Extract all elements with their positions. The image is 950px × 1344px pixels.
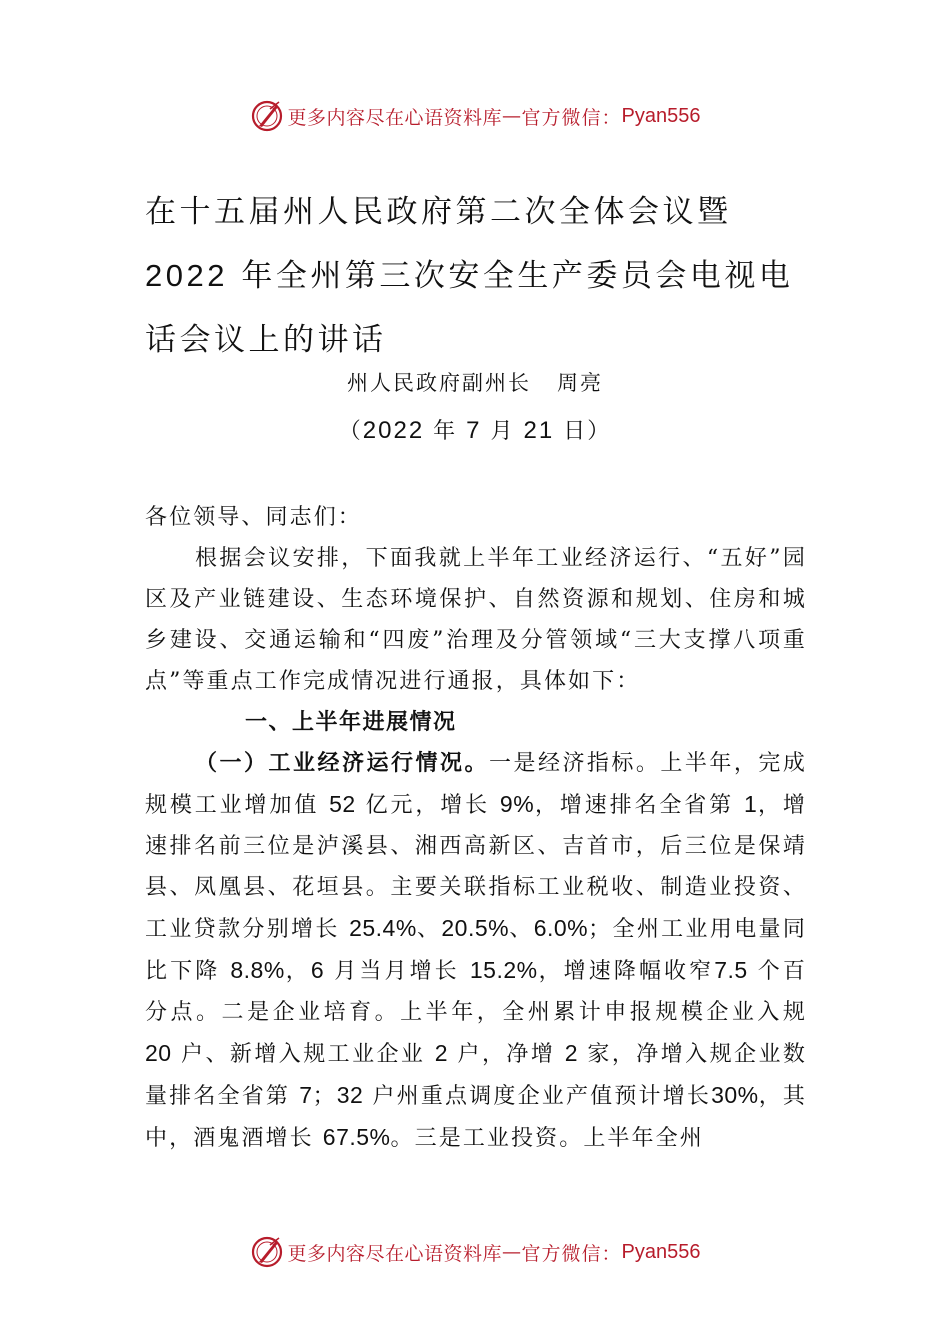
intro-paragraph: 根据会议安排，下面我就上半年工业经济运行、“五好”园区及产业链建设、生态环境保护、自然资源和规划、住房和城乡建设、交通运输和“四废”治理及分管领域“三大支撑八项重点”等重点工作完成情况进行通报，具体如下： — [145, 546, 807, 694]
banner-dash: — — [502, 105, 522, 127]
title-year: 2022 — [145, 258, 228, 293]
banner-brand-text: 更多内容尽在心语资料库 — [287, 106, 503, 129]
banner-wechat-handle: Pyan556 — [621, 1240, 701, 1263]
date-month: 7 — [466, 417, 482, 444]
author-line — [0, 366, 950, 400]
paragraph-industrial-economy: （一）工业经济运行情况。一是经济指标。上半年，完成规模工业增加值 52 亿元，增长 9%，增速排名全省第 1，增速排名前三位是泸溪县、湘西高新区、吉首市，后三位是保靖县、凤凰县、花垣县。主要关联指标工业税收、制造业投资、工业贷款分别增长 25.4%、20.5%、6.0%；全州工业用电量同比下降 8.8%，6 月当月增长 15.2%，增速降幅收窄7.5 个百分点。二是企业培育。上半年，全州累计申报规模企业入规 20 户、新增入规工业企业 2 户，净增 2 家，净增入规企业数量排名全省第 7；32 户州重点调度企业产值预计增长30%，其中，酒鬼酒增长 67.5%。三是工业投资。上半年全州 — [145, 750, 808, 1151]
banner-brand-text: 更多内容尽在心语资料库 — [287, 1242, 503, 1265]
banner-wechat-label: 官方微信： — [521, 1242, 622, 1265]
author-name: 周亮 — [557, 371, 603, 395]
date-day-unit: 日） — [554, 419, 612, 444]
banner-wechat-handle: Pyan556 — [621, 104, 701, 127]
date-year: 2022 — [362, 417, 425, 444]
banner-dash: — — [502, 1241, 522, 1263]
document-title — [145, 180, 815, 372]
date-open: （ — [338, 419, 363, 444]
title-line-2: 年全州第三次安全生产委员会电视电 — [227, 258, 794, 294]
watermark-banner-top — [0, 96, 950, 136]
date-day: 21 — [523, 417, 555, 444]
speech-date — [0, 414, 950, 449]
title-line-1: 在十五届州人民政府第二次全体会议暨 — [145, 194, 732, 230]
document-body — [145, 497, 807, 1159]
section-heading-1: 一、上半年进展情况 — [245, 710, 457, 735]
quill-seal-icon — [250, 99, 284, 133]
date-month-unit: 月 — [481, 419, 524, 444]
author-role: 州人民政府副州长 — [347, 371, 531, 395]
banner-wechat-label: 官方微信： — [521, 106, 622, 129]
title-line-3: 话会议上的讲话 — [145, 322, 387, 358]
subsection-heading-1: （一）工业经济运行情况。 — [195, 750, 489, 776]
watermark-banner-bottom — [0, 1232, 950, 1272]
date-year-unit: 年 — [424, 419, 467, 444]
salutation: 各位领导、同志们： — [145, 505, 362, 530]
quill-seal-icon — [250, 1235, 284, 1269]
